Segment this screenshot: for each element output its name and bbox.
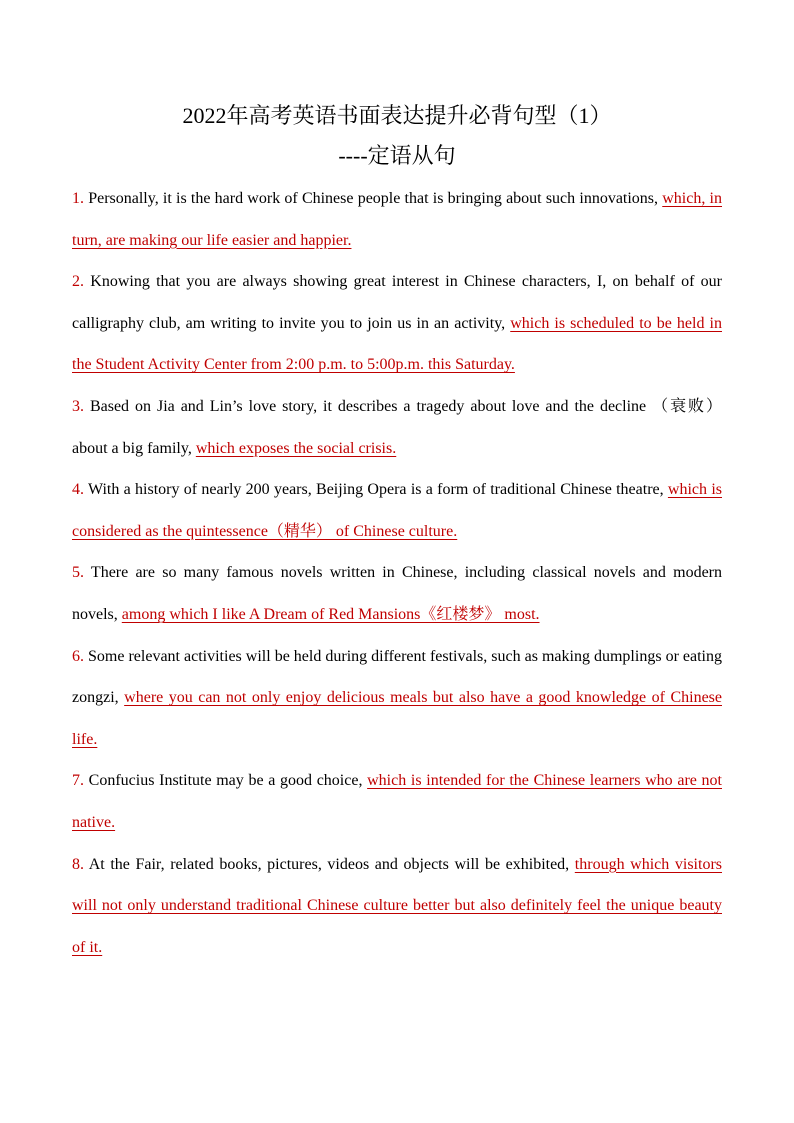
sentence-item (72, 760, 722, 843)
page-subtitle: ----定语从句 (338, 143, 456, 168)
sentence-item (72, 552, 722, 635)
sentence-text: Knowing that you are always showing great interest in Chinese characters, I, on behalf of our calligraphy club, am writing to invite you to join us in an activity, (72, 273, 722, 332)
sentence-highlight: which, in turn, are making our life easier and happier. (72, 190, 723, 249)
sentence-number: 6. (72, 647, 84, 665)
sentence-item (72, 844, 722, 969)
page-title: 2022年高考英语书面表达提升必背句型（1） (182, 103, 612, 128)
sentence-highlight: which is considered as the quintessence（精华） of Chinese culture. (72, 481, 722, 540)
sentence-number: 5. (72, 564, 84, 582)
sentence-item (72, 178, 722, 261)
sentence-highlight: which is scheduled to be held in the Student Activity Center from 2:00 p.m. to 5:00p.m. this Saturday. (72, 314, 722, 374)
sentence-number: 1. (72, 190, 84, 207)
sentence-text: There are so many famous novels written in Chinese, including classical novels and modern novels, (72, 564, 722, 623)
sentence-highlight: among which I like A Dream of Red Mansions《红楼梦》 most. (121, 605, 540, 623)
sentence-item (72, 636, 722, 761)
sentence-text: Based on Jia and Lin’s love story, it describes a tragedy about love and the decline （衰败） about a big family, (72, 397, 722, 457)
sentence-item (72, 261, 722, 386)
sentence-item (72, 469, 722, 552)
sentence-text: With a history of nearly 200 years, Beijing Opera is a form of traditional Chinese theatre, (84, 481, 668, 499)
sentence-number: 3. (72, 397, 84, 415)
sentence-list (72, 178, 722, 968)
sentence-highlight: where you can not only enjoy delicious meals but also have a good knowledge of Chinese life. (72, 689, 722, 748)
sentence-text: Some relevant activities will be held during different festivals, such as making dumplings or eating zongzi, (72, 647, 722, 707)
sentence-text: At the Fair, related books, pictures, videos and objects will be exhibited, (84, 855, 575, 873)
sentence-number: 7. (72, 772, 84, 790)
sentence-highlight: which is intended for the Chinese learners who are not native. (72, 772, 722, 831)
sentence-number: 2. (72, 273, 84, 291)
sentence-number: 4. (72, 481, 84, 499)
sentence-item (72, 386, 722, 469)
sentence-text: Personally, it is the hard work of Chinese people that is bringing about such innovations, (84, 190, 663, 207)
document-page (72, 96, 722, 968)
sentence-number: 8. (72, 855, 84, 873)
sentence-highlight: through which visitors will not only understand traditional Chinese culture better but also definitely feel the unique beauty of it. (72, 855, 722, 956)
sentence-highlight: which exposes the social crisis. (195, 439, 397, 457)
sentence-text: Confucius Institute may be a good choice, (84, 772, 368, 790)
